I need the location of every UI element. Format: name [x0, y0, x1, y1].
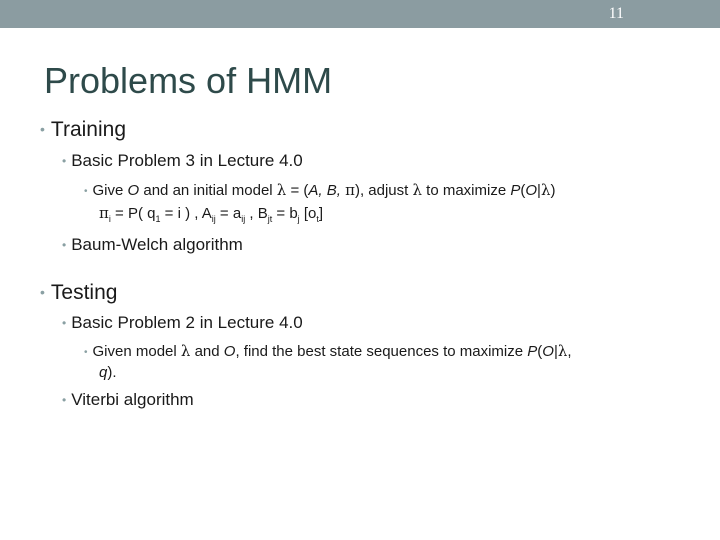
lambda-symbol: λ — [557, 342, 568, 360]
subscript: t — [316, 214, 319, 224]
section-heading: Testing — [50, 281, 118, 304]
text-run: A, B, — [308, 182, 341, 199]
bullet-icon: • — [84, 186, 88, 197]
bullet-icon: • — [40, 121, 45, 137]
item-label: Basic Problem 2 in Lecture 4.0 — [71, 313, 303, 332]
formula-run: = P( q — [110, 205, 156, 222]
formula-run: = a — [215, 205, 242, 222]
bullet-training-detail — [84, 181, 555, 199]
text-run: ), adjust — [354, 182, 413, 199]
subscript: i — [108, 214, 111, 224]
text-run: to maximize — [422, 182, 511, 199]
text-run: , find the best state sequences to maximize — [235, 343, 528, 360]
bullet-testing-detail — [84, 342, 572, 360]
item-label: Viterbi algorithm — [71, 390, 194, 409]
text-run: P — [510, 182, 521, 199]
lambda-symbol: λ — [276, 181, 287, 199]
slide-title: Problems of HMM — [44, 60, 333, 101]
text-run: Given model — [92, 343, 181, 360]
lambda-symbol: λ — [180, 342, 191, 360]
pi-symbol: π — [345, 181, 355, 199]
text-run: O — [127, 182, 140, 199]
bullet-icon: • — [40, 284, 45, 300]
text-run: | — [537, 182, 541, 199]
bullet-icon: • — [62, 393, 67, 407]
text-run: = ( — [286, 182, 309, 199]
formula-run: ] — [318, 205, 324, 222]
section-heading: Training — [50, 118, 126, 141]
bullet-basic-problem-3 — [62, 151, 303, 171]
subscript: ij — [211, 214, 216, 224]
bullet-testing — [40, 281, 117, 305]
subscript: jt — [267, 214, 273, 224]
subscript: 1 — [155, 214, 161, 224]
text-run: and — [190, 343, 224, 360]
page-number: 11 — [608, 5, 624, 22]
formula-run: = i ) , A — [160, 205, 212, 222]
bullet-icon: • — [84, 347, 88, 358]
lambda-symbol: λ — [412, 181, 422, 199]
pi-symbol: π — [99, 204, 109, 222]
bullet-training — [40, 118, 126, 142]
bullet-basic-problem-2 — [62, 313, 303, 333]
text-run: ) — [550, 182, 556, 199]
text-run: | — [553, 343, 558, 360]
bullet-icon: • — [62, 316, 67, 330]
bullet-baum-welch — [62, 235, 243, 255]
text-run: and an initial model — [139, 182, 277, 199]
text-run: ( — [537, 343, 543, 360]
item-label: Basic Problem 3 in Lecture 4.0 — [71, 151, 303, 170]
formula-run: = b — [272, 205, 298, 222]
text-run: O — [525, 182, 538, 199]
formula-run: [o — [299, 205, 317, 222]
bullet-viterbi — [62, 390, 194, 410]
bullet-icon: • — [62, 238, 67, 252]
text-run: P — [527, 343, 538, 360]
text-run: ). — [107, 364, 117, 381]
subscript: ij — [241, 214, 246, 224]
testing-detail-continuation — [99, 364, 117, 381]
text-run: , — [567, 343, 572, 360]
bullet-icon: • — [62, 154, 67, 168]
subscript: j — [297, 214, 300, 224]
parameter-formula — [99, 204, 323, 224]
text-run: O — [542, 343, 554, 360]
formula-run: , B — [245, 205, 268, 222]
text-run: Give — [92, 182, 128, 199]
text-run: ( — [520, 182, 526, 199]
top-bar — [0, 0, 720, 28]
text-run: O — [223, 343, 236, 360]
text-run: q — [99, 364, 108, 381]
lambda-symbol: λ — [540, 181, 551, 199]
item-label: Baum-Welch algorithm — [71, 235, 243, 254]
